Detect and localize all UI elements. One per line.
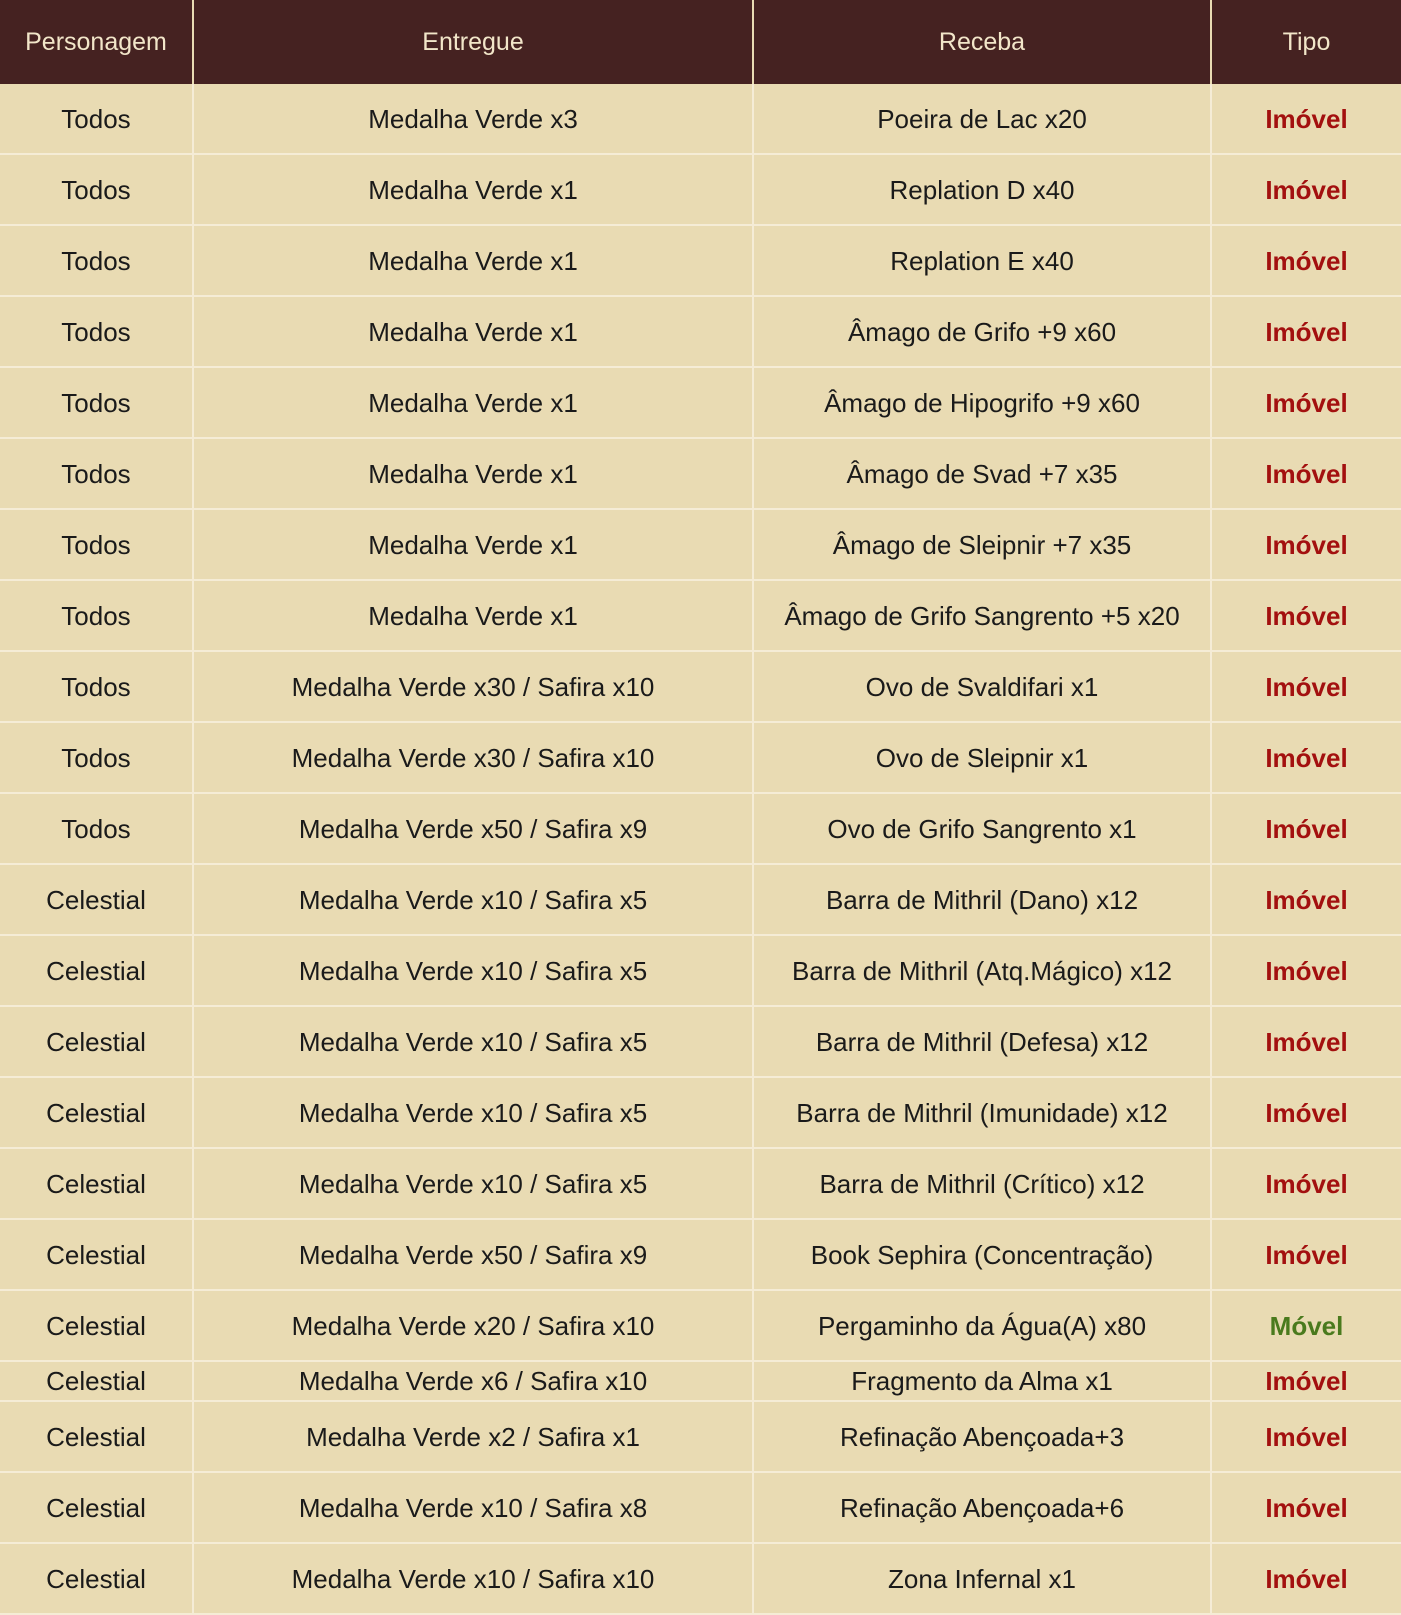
cell-receba: Barra de Mithril (Atq.Mágico) x12 bbox=[753, 935, 1211, 1006]
cell-entregue: Medalha Verde x1 bbox=[193, 367, 753, 438]
cell-personagem: Celestial bbox=[0, 1219, 193, 1290]
cell-personagem: Todos bbox=[0, 722, 193, 793]
header-entregue: Entregue bbox=[193, 0, 753, 84]
table-row bbox=[0, 1361, 1401, 1401]
cell-personagem: Todos bbox=[0, 367, 193, 438]
cell-personagem: Todos bbox=[0, 580, 193, 651]
cell-receba: Pergaminho da Água(A) x80 bbox=[753, 1290, 1211, 1361]
header-personagem: Personagem bbox=[0, 0, 193, 84]
table-row bbox=[0, 225, 1401, 296]
cell-receba: Âmago de Hipogrifo +9 x60 bbox=[753, 367, 1211, 438]
cell-entregue: Medalha Verde x6 / Safira x10 bbox=[193, 1361, 753, 1401]
cell-receba: Âmago de Grifo +9 x60 bbox=[753, 296, 1211, 367]
table-row bbox=[0, 296, 1401, 367]
table-row bbox=[0, 935, 1401, 1006]
cell-tipo: Imóvel bbox=[1211, 722, 1401, 793]
cell-entregue: Medalha Verde x10 / Safira x5 bbox=[193, 864, 753, 935]
cell-receba: Refinação Abençoada+3 bbox=[753, 1401, 1211, 1472]
cell-personagem: Celestial bbox=[0, 1290, 193, 1361]
cell-tipo: Imóvel bbox=[1211, 438, 1401, 509]
table-header-row bbox=[0, 0, 1401, 84]
cell-receba: Barra de Mithril (Defesa) x12 bbox=[753, 1006, 1211, 1077]
cell-personagem: Todos bbox=[0, 84, 193, 154]
cell-receba: Ovo de Svaldifari x1 bbox=[753, 651, 1211, 722]
cell-receba: Barra de Mithril (Imunidade) x12 bbox=[753, 1077, 1211, 1148]
cell-tipo: Imóvel bbox=[1211, 935, 1401, 1006]
cell-personagem: Todos bbox=[0, 438, 193, 509]
table-row bbox=[0, 1148, 1401, 1219]
table-row bbox=[0, 1219, 1401, 1290]
cell-entregue: Medalha Verde x10 / Safira x5 bbox=[193, 1148, 753, 1219]
cell-entregue: Medalha Verde x3 bbox=[193, 84, 753, 154]
table-row bbox=[0, 864, 1401, 935]
cell-receba: Replation E x40 bbox=[753, 225, 1211, 296]
cell-entregue: Medalha Verde x1 bbox=[193, 580, 753, 651]
table-body bbox=[0, 84, 1401, 1614]
cell-receba: Replation D x40 bbox=[753, 154, 1211, 225]
table-row bbox=[0, 1543, 1401, 1614]
cell-receba: Barra de Mithril (Crítico) x12 bbox=[753, 1148, 1211, 1219]
cell-receba: Âmago de Sleipnir +7 x35 bbox=[753, 509, 1211, 580]
cell-personagem: Celestial bbox=[0, 1006, 193, 1077]
cell-entregue: Medalha Verde x1 bbox=[193, 296, 753, 367]
cell-personagem: Celestial bbox=[0, 935, 193, 1006]
table-row bbox=[0, 793, 1401, 864]
cell-receba: Ovo de Sleipnir x1 bbox=[753, 722, 1211, 793]
cell-entregue: Medalha Verde x1 bbox=[193, 225, 753, 296]
table-row bbox=[0, 438, 1401, 509]
cell-receba: Âmago de Svad +7 x35 bbox=[753, 438, 1211, 509]
table-row bbox=[0, 1077, 1401, 1148]
cell-tipo: Móvel bbox=[1211, 1290, 1401, 1361]
cell-receba: Book Sephira (Concentração) bbox=[753, 1219, 1211, 1290]
cell-tipo: Imóvel bbox=[1211, 1543, 1401, 1614]
cell-entregue: Medalha Verde x1 bbox=[193, 154, 753, 225]
table-row bbox=[0, 1401, 1401, 1472]
cell-receba: Refinação Abençoada+6 bbox=[753, 1472, 1211, 1543]
cell-personagem: Todos bbox=[0, 296, 193, 367]
table-row bbox=[0, 1006, 1401, 1077]
cell-tipo: Imóvel bbox=[1211, 296, 1401, 367]
cell-tipo: Imóvel bbox=[1211, 84, 1401, 154]
table-row bbox=[0, 367, 1401, 438]
cell-personagem: Celestial bbox=[0, 864, 193, 935]
cell-tipo: Imóvel bbox=[1211, 580, 1401, 651]
cell-tipo: Imóvel bbox=[1211, 864, 1401, 935]
cell-entregue: Medalha Verde x10 / Safira x5 bbox=[193, 1077, 753, 1148]
cell-entregue: Medalha Verde x10 / Safira x8 bbox=[193, 1472, 753, 1543]
cell-tipo: Imóvel bbox=[1211, 793, 1401, 864]
cell-receba: Âmago de Grifo Sangrento +5 x20 bbox=[753, 580, 1211, 651]
cell-personagem: Celestial bbox=[0, 1361, 193, 1401]
cell-entregue: Medalha Verde x10 / Safira x5 bbox=[193, 935, 753, 1006]
cell-tipo: Imóvel bbox=[1211, 1006, 1401, 1077]
table-row bbox=[0, 84, 1401, 154]
cell-entregue: Medalha Verde x1 bbox=[193, 509, 753, 580]
cell-entregue: Medalha Verde x1 bbox=[193, 438, 753, 509]
header-tipo: Tipo bbox=[1211, 0, 1401, 84]
cell-tipo: Imóvel bbox=[1211, 1401, 1401, 1472]
cell-entregue: Medalha Verde x10 / Safira x5 bbox=[193, 1006, 753, 1077]
cell-receba: Barra de Mithril (Dano) x12 bbox=[753, 864, 1211, 935]
table-row bbox=[0, 651, 1401, 722]
cell-tipo: Imóvel bbox=[1211, 509, 1401, 580]
cell-entregue: Medalha Verde x30 / Safira x10 bbox=[193, 722, 753, 793]
table-row bbox=[0, 1290, 1401, 1361]
cell-tipo: Imóvel bbox=[1211, 1219, 1401, 1290]
cell-personagem: Todos bbox=[0, 651, 193, 722]
table-row bbox=[0, 1472, 1401, 1543]
cell-personagem: Todos bbox=[0, 509, 193, 580]
cell-receba: Poeira de Lac x20 bbox=[753, 84, 1211, 154]
header-receba: Receba bbox=[753, 0, 1211, 84]
cell-tipo: Imóvel bbox=[1211, 225, 1401, 296]
table-row bbox=[0, 154, 1401, 225]
cell-personagem: Celestial bbox=[0, 1543, 193, 1614]
cell-receba: Ovo de Grifo Sangrento x1 bbox=[753, 793, 1211, 864]
cell-personagem: Todos bbox=[0, 225, 193, 296]
cell-tipo: Imóvel bbox=[1211, 1472, 1401, 1543]
cell-entregue: Medalha Verde x50 / Safira x9 bbox=[193, 1219, 753, 1290]
cell-tipo: Imóvel bbox=[1211, 651, 1401, 722]
cell-entregue: Medalha Verde x20 / Safira x10 bbox=[193, 1290, 753, 1361]
table-row bbox=[0, 509, 1401, 580]
cell-entregue: Medalha Verde x2 / Safira x1 bbox=[193, 1401, 753, 1472]
cell-tipo: Imóvel bbox=[1211, 1148, 1401, 1219]
cell-personagem: Celestial bbox=[0, 1077, 193, 1148]
cell-entregue: Medalha Verde x50 / Safira x9 bbox=[193, 793, 753, 864]
cell-tipo: Imóvel bbox=[1211, 1361, 1401, 1401]
table-row bbox=[0, 580, 1401, 651]
cell-tipo: Imóvel bbox=[1211, 1077, 1401, 1148]
cell-receba: Fragmento da Alma x1 bbox=[753, 1361, 1211, 1401]
table-row bbox=[0, 722, 1401, 793]
cell-entregue: Medalha Verde x10 / Safira x10 bbox=[193, 1543, 753, 1614]
cell-tipo: Imóvel bbox=[1211, 154, 1401, 225]
cell-personagem: Celestial bbox=[0, 1401, 193, 1472]
cell-entregue: Medalha Verde x30 / Safira x10 bbox=[193, 651, 753, 722]
cell-receba: Zona Infernal x1 bbox=[753, 1543, 1211, 1614]
cell-personagem: Celestial bbox=[0, 1148, 193, 1219]
cell-tipo: Imóvel bbox=[1211, 367, 1401, 438]
cell-personagem: Todos bbox=[0, 154, 193, 225]
cell-personagem: Celestial bbox=[0, 1472, 193, 1543]
cell-personagem: Todos bbox=[0, 793, 193, 864]
